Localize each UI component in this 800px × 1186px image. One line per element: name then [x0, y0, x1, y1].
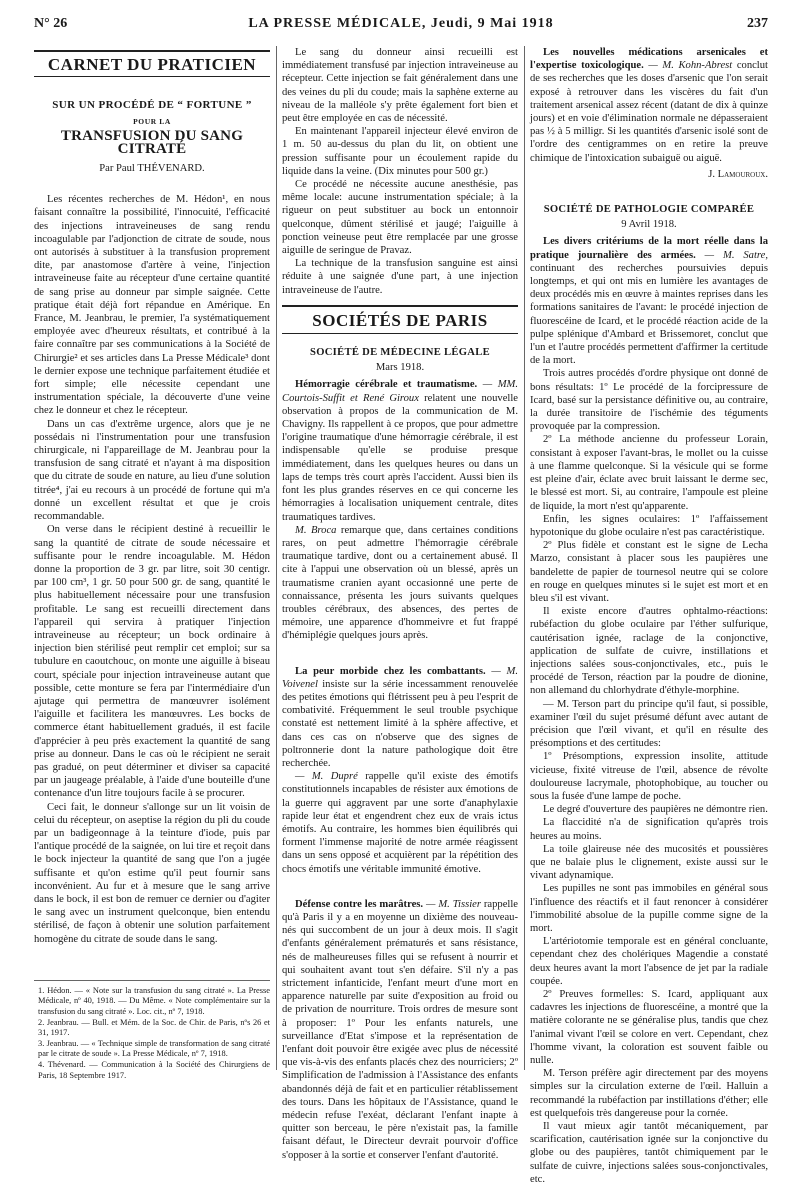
report-paragraph: Enfin, les signes oculaires: 1º l'affaissement hypotonique du globe oculaire n'est pas caractéristique. — [530, 513, 768, 538]
report-item: M. Broca remarque que, dans certaines conditions rares, on peut admettre l'hémorragie cérébrale traumatique tardive, dont ou a certainement abusé. Il cite à l'appui une observation où un blessé, après un traumatisme cranien ayant occasionné une perte de connaissance, présenta les jours suivants quelques troubles cérébraux, des absences, des pertes de mémoire, une apparence d'hommeivre et fut frappé d'hémiplégie quelques jours après. — [282, 524, 518, 642]
report-paragraph: Les pupilles ne sont pas immobiles en général sous l'influence des réactifs et il faut renoncer à considérer l'immobilité absolue de la pupille comme signe de la mort. — [530, 883, 768, 934]
report-paragraph: Il vaut mieux agir tantôt mécaniquement, par scarification, cautérisation ignée sur la conjonctive du globe ou des paupières, tantôt chimiquement par le sulfate de cuivre, injections salées sous-conjonctivales, etc. — [530, 1121, 768, 1185]
report-paragraph: 1º Présomptions, expression insolite, attitude vicieuse, fixité vitreuse de l'œil, absence de révolte douloureuse lacrymale, photophobique, au toucher ou sous la fusée d'une lampe de poche. — [530, 751, 768, 802]
report-paragraph: Il existe encore d'autres ophtalmo-réactions: rubéfaction du globe oculaire par l'éther sulfurique, cautérisation ignée, raclage de la conjonctive, application de sulfate de cuivre, instillations et injections salées sous-conjonctivales, etc., puis le procédé de Terson, réaction par la poudre de dionine, non allemand du chlorhydrate d'éthyle-morphine. — [530, 606, 768, 697]
report-paragraph: — M. Terson part du principe qu'il faut, si possible, examiner l'œil du sujet présumé défunt avec autant de précision que l'œil vivant, et qu'il en résulte des présomptions et des certitudes: — [530, 698, 768, 750]
footnote: 2. Jeanbrau. — Bull. et Mém. de la Soc. de Chir. de Paris, nºs 26 et 31, 1917. — [38, 1017, 270, 1038]
footnote: 4. Thévenard. — Communication à la Société des Chirurgiens de Paris, 18 Septembre 1917. — [38, 1059, 270, 1080]
report-item: Défense contre les marâtres. — M. Tissier rappelle qu'à Paris il y a en moyenne un dixième des nouveau-nés qui succombent de un jour à deux mois. Il s'agit d'enfants généralement prématurés et sans résistance, nés de malheureuses filles qui se refusent à nourrir et qui souhaitent avant tout s'en défaire. S'il n'y a pas strictement infanticide, l'enfant meurt d'une mort en apparence naturelle par suite d'exposition au froid ou de privation de nourriture. Trois ordres de mesure sont à proposer: 1º Pour les enfants naturels, une surveillance d'Etat s'impose et la représentation de l'enfant doit pouvoir être exigée avec plus de nécessité que vis-à-vis des enfants placés chez des nourriciers; 2º Simplification de l'admission à l'Assistance des enfants abandonnés déjà de fait et en particulier rétablissement des tours. Dans les hôpitaux de l'Assistance, quand le médecin refuse l'exéat, déclarant l'enfant inapte à quitter son berceau, le père n'existait pas, la famille faisant défaut, le Directeur devrait pourvoir d'office s'opposer à la sortie et conserver l'enfant d'autorité. — [282, 898, 519, 1161]
article-paragraph: Les récentes recherches de M. Hédon¹, en nous faisant connaître la possibilité, l'innocuité, l'efficacité des injections intraveineuses de sang rendu incoagulable par l'adjonction de citrate de soude, nous ont autorisés à substituer à la transfusion proprement dite, par anastomose d'artère à veine, l'injection intraveineuse faite au récepteur d'une certaine quantité de sang prise au donneur par simple saignée. Cette pratique était déjà fort répandue en Amérique. En France, M. Jeanbrau, le premier, l'a systématiquement employée avec d'heureux résultats, et contribué à la faire connaître par ses communications à la Société de Chirurgie² et ses articles dans La Presse Médicale³ dont le dernier expose une technique parfaitement étudiée et fort simple; elle nécessite cependant une instrumentation spéciale, la découverte d'une veine chez le donneur et chez le récepteur. — [34, 194, 270, 417]
article-paragraph: On verse dans le récipient destiné à recueillir le sang la quantité de citrate de soude nécessaire et suffisante pour le rendre incoagulable. M. Hédon donne la proportion de 3 gr. par litre, soit 30 centigr. par 100 cm³, 1 gr. 50 pour 500 gr. de sang, quantité le plus habituellement nécessaire pour une transfusion profitable. Le sang est recueilli directement dans l'appareil qui servira à pratiquer l'injection intraveineuse au récepteur; un bock ordinaire à injection bien stérilisé peut remplir cet emploi; sur sa tubulure en caoutchouc, on monte une aiguille à biseau court, spéciale pour injection intraveineuse autant que possible, cette monture se fera par l'intermédiaire d'un ajutage qui permettra de manœuvrer isolément l'aiguille et facilitera les manœuvres. Les bocks de commerce étant habituellement gradués, il est facile d'apprécier à peu près exactement la quantité de sang prise au donneur. Dans le cas où le récipient ne serait pas gradué, on peut déterminer et diviser sa capacité par un jaugeage préalable, à l'aide d'une bouteille d'une contenance d'un litre toujours facile à se procurer. — [34, 524, 270, 800]
article-paragraph: Ceci fait, le donneur s'allonge sur un lit voisin de celui du récepteur, on aseptise la région du pli du coude par un badigeonnage à la teinture d'iode, puis par l'antique procédé de la saignée, on lui tire et reçoit dans le bock injecteur la quantité de sang que l'on a jugée suffisante et qu'on estime qu'il peut fournir sans inconvénient. Au fur et à mesure que le sang arrive dans le bock, il est bon de remuer ce dernier ou d'agiter le sang avec un instrument quelconque, bien entendu stérilisé, de façon à obtenir une solution parfaitement homogène du citrate de soude dans le sang. — [34, 801, 270, 945]
society-title: SOCIÉTÉ DE MÉDECINE LÉGALE — [310, 347, 490, 359]
report-item: Hémorragie cérébrale et traumatisme. — MM. Courtois-Suffit et René Giroux relatent une nouvelle observation à propos de la communication de M. Chavigny. Ils rappellent à ce propos, que pour admettre l'origine traumatique d'une hémorragie cérébrale, il est indispensable qu'elle se produise presque immédiatement, dans les quelques heures ou dans un laps de temps très court après l'accident. Aussi bien ils font les plus grandes réserves en ce qui concerne les hémorragies à localisation uniquement centrale, dites traumatiques tardives. — [282, 379, 519, 523]
journal-title: LA PRESSE MÉDICALE, Jeudi, 9 Mai 1918 — [248, 16, 554, 31]
report-paragraph: La flaccidité n'a de signification qu'après trois heures au moins. — [530, 817, 768, 842]
page-header — [34, 16, 768, 34]
article-paragraph: La technique de la transfusion sanguine est ainsi réduite à une saignée d'une part, à une injection intraveineuse de l'autre. — [282, 258, 518, 296]
column-2 — [282, 46, 519, 1161]
societes-section-title: SOCIÉTÉS DE PARIS — [282, 305, 518, 334]
article-byline: Par Paul THÉVENARD. — [99, 163, 205, 175]
report-paragraph: L'artériotomie temporale est en général concluante, cependant chez des cholériques Magendie a constaté deux heures avant la mort l'absence de jet par la radiale coupée. — [530, 936, 768, 987]
page-number: 237 — [747, 16, 768, 31]
article-title-line1: SUR UN PROCÉDÉ DE “ FORTUNE ” — [52, 99, 252, 112]
article-paragraph: En maintenant l'appareil injecteur élevé environ de 1 m. 50 au-dessus du plan du lit, on obtient une pression suffisante pour un écoulement rapide du liquide dans la veine. (Dix minutes pour 500 gr.) — [282, 126, 518, 177]
report-paragraph: Le degré d'ouverture des paupières ne démontre rien. — [543, 804, 768, 816]
report-paragraph: 2º Preuves formelles: S. Icard, appliquant aux cadavres les injections de fluorescéine, a montré que la matière colorante ne se généralise plus, tandis que chez l'animal vivant l'œil se colore en vert. Cependant, chez l'homme vivant, la coloration est souvent faible ou nulle. — [530, 989, 768, 1067]
report-item: La peur morbide chez les combattants. — M. Voivenel insiste sur la série incessamment renouvelée des petites émotions qui flétrissent peu à peu l'esprit de combativité. Fréquemment le seul trouble psychique constaté est nettement limité à la sphère affective, et dans ces cas on n'observe que des signes de poltronnerie dont la nature pathologique doit être recherchée. — [282, 665, 519, 769]
column-3 — [530, 46, 768, 1185]
report-paragraph: Trois autres procédés d'ordre physique ont donné de bons résultats: 1º Le procédé de la forcipressure de Icard, basé sur la persistance définitive ou, au contraire, la durée transitoire de l'ischémie des téguments provoquée par la compression. — [530, 368, 768, 433]
report-paragraph: 2º La méthode ancienne du professeur Lorain, consistant à exposer l'avant-bras, le mollet ou la cuisse à une flamme quelconque. Si la vésicule qui se forme est pleine d'air, éclate avec bruit laissant le derme sec, le blessé est mort. Si, au contraire, l'ampoule est pleine de liquide, la mort n'est qu'apparente. — [530, 434, 768, 512]
article-title-line2: POUR LA — [133, 117, 171, 127]
article-paragraph: Le sang du donneur ainsi recueilli est immédiatement transfusé par injection intraveineuse au récepteur. Cette injection se fait généralement dans une des veines du pli du coude; mais la saphène externe au niveau de la malléole s'y prête également fort bien et peut être employée en cas de nécessité. — [282, 47, 518, 125]
article-paragraph: Dans un cas d'extrême urgence, alors que je ne possédais ni l'instrumentation pour une transfusion chirurgicale, ni l'appareillage de M. Jeanbrau pour la transfusion de sang citraté et n'ayant à ma disposition que du citrate de soude en nature, au lieu d'une solution titrée⁴, j'ai eu recours à un procédé de fortune qui m'a donné un excellent résultat et que je crois recommandable. — [34, 418, 270, 523]
session-date: Mars 1918. — [375, 362, 425, 374]
report-item: — M. Dupré rappelle qu'il existe des émotifs constitutionnels incapables de résister aux émotions de la guerre qui aggravent par une sorte d'anaphylaxie rapide leur état et engendrent chez eux de vrais ictus émotifs. Au contraire, les hommes bien équilibrés qui forment l'immense majorité de notre armée réagissent dans un sens opposé et acquièrent par la répétition des chocs émotifs une véritable immunité émotive. — [282, 771, 518, 875]
report-signature: J. Lamouroux. — [708, 168, 768, 180]
issue-number: N° 26 — [34, 16, 68, 31]
session-date: 9 Avril 1918. — [621, 219, 677, 231]
report-paragraph: 2º Plus fidèle et constant est le signe de Lecha Marzo, consistant à placer sous les paupières une bandelette de papier de tournesol neutre qui se colore en rouge en quelques minutes si le sujet est mort et en bleu s'il est vivant. — [530, 540, 768, 604]
column-1 — [34, 46, 270, 1080]
society-title: SOCIÉTÉ DE PATHOLOGIE COMPARÉE — [543, 204, 755, 216]
footnote: 1. Hédon. — « Note sur la transfusion du sang citraté ». La Presse Médicale, nº 40, 1918. — Du Même. « Note complémentaire sur la transfusion du sang citraté ». Loc. cit., nº 7, 1918. — [38, 985, 270, 1016]
carnet-section-title: CARNET DU PRATICIEN — [34, 50, 270, 77]
article-paragraph: Ce procédé ne nécessite aucune anesthésie, pas même locale: aucune instrumentation spéciale; à la rigueur on peut substituer au bock un entonnoir quelconque, dûment stérilisé et jaugé; l'aiguille à ponction veineuse peut être remplacée par une grosse aiguille de seringue de Pravaz. — [282, 179, 518, 257]
article-title-line3: TRANSFUSION DU SANG CITRATÉ — [60, 127, 244, 157]
report-item: Les nouvelles médications arsenicales et l'expertise toxicologique. — M. Kohn-Abrest conclut de ses recherches que les doses d'arsenic que l'on serait exposé à retrouver dans les viscères du fait d'un traitement arsenical assez récent (datant de dix à quinze jours) et en voie d'élimination normale ne dépasseraient pas ½ à 5 milligr. Si les quantités d'arsenic isolé sont de l'ordre des centigrammes on en retire la preuve chimique de l'intoxication subaiguë ou aiguë. — [530, 47, 768, 164]
report-paragraph: M. Terson préfère agir directement par des moyens simples sur la circulation externe de l'œil. Halluin a recommandé la rubéfaction par instillations d'éther; elle est quelquefois très dangereuse pour la cornée. — [530, 1068, 768, 1119]
report-paragraph: La toile glaireuse née des mucosités et poussières que ne balaie plus le clignement, existe aussi sur le vivant adynamique. — [530, 843, 768, 882]
column-rule — [524, 46, 525, 1070]
report-item: Les divers critériums de la mort réelle dans la pratique journalière des armées. — M. Satre, continuant des recherches poursuivies depuis longtemps, et qui ont mis en lumière les avantages de deux procédés mis en œuvre à maintes reprises dans les formations sanitaires de l'avant: le procédé injection de fluorescéine de Icard, et le procédé réaction acide de la pulpe splénique d'Ambard et Brissemoret, conclut que l'un et l'autre procédés permettent d'affirmer la certitude de la mort. — [530, 236, 768, 367]
footnote: 3. Jeanbrau. — « Technique simple de transformation de sang citraté par le citrate de soude ». La Presse Médicale, nº 7, 1918. — [38, 1038, 270, 1059]
footnotes — [34, 980, 270, 1081]
column-rule — [276, 46, 277, 1070]
